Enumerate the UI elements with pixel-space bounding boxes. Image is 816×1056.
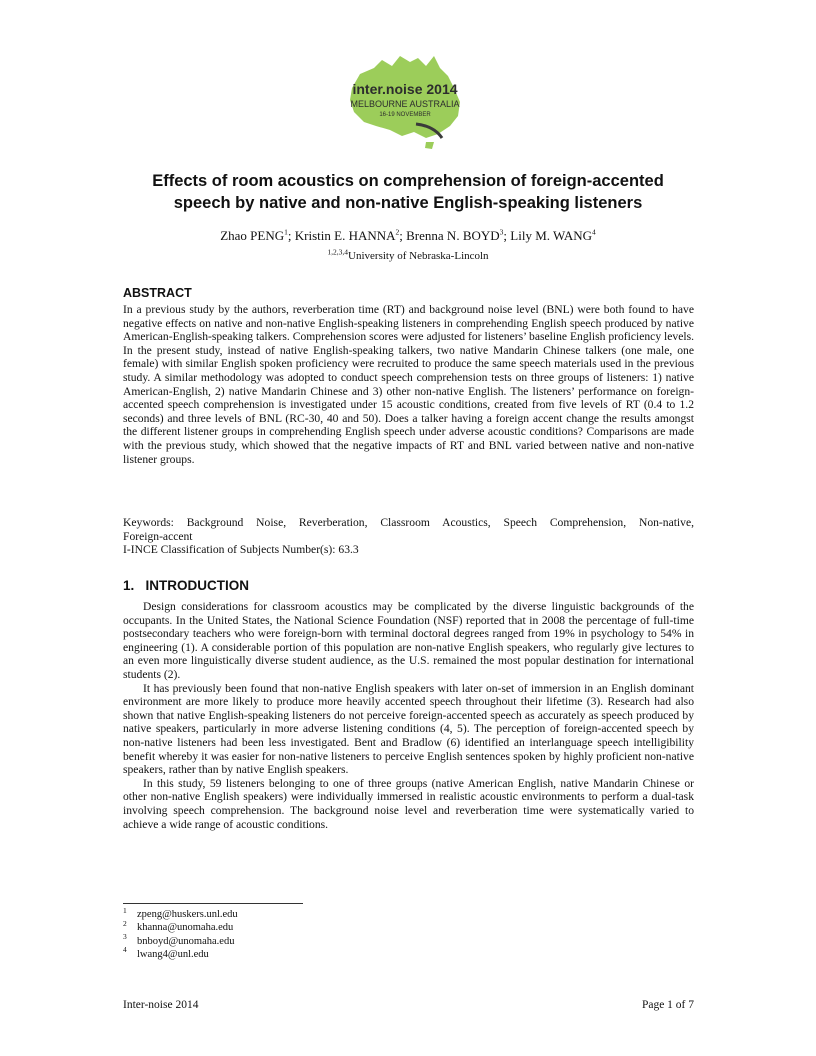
affiliation xyxy=(100,247,716,262)
intro-paragraph: In this study, 59 listeners belonging to one of three groups (native American English, native Mandarin Chinese or other non-native English speakers) were individually immersed in realistic acoustic environments to perform a dual-task involving speech comprehension. The background noise level and reverberation time were systematically varied to achieve a wide range of acoustic conditions. xyxy=(123,776,694,831)
title-line-1: Effects of room acoustics on comprehension of foreign-accented xyxy=(152,172,664,190)
keywords-line-2: Foreign-accent xyxy=(123,529,193,543)
footnote: 2 khanna@unomaha.edu xyxy=(123,918,234,934)
intro-paragraph: It has previously been found that non-native English speakers with later on-set of immersion in an English dominant environment are more likely to produce more heavily accented speech throughout their lifetime (3). Research had also shown that native English-speaking listeners do not perceive foreign-accented speech as accurately as speech produced by native speakers, particularly in more adverse listening conditions (4, 5). The perception of foreign-accented speech by non-native listeners had been less investigated. Bent and Bradlow (6) identified an interlanguage speech intelligibility benefit whereby it was easier for non-native listeners to perceive English sentences spoken by highly proficient non-native speakers, rather than by native English speakers. xyxy=(123,681,694,777)
footnote: 1 zpeng@huskers.unl.edu xyxy=(123,905,238,920)
author-name: Zhao PENG xyxy=(220,228,285,243)
author-sup: 3 xyxy=(499,227,504,237)
author-sup: 2 xyxy=(395,227,400,237)
logo-main-text: inter.noise 2014 xyxy=(352,81,458,97)
intro-paragraph: Design considerations for classroom acoustics may be complicated by the diverse linguistic backgrounds of the occupants. In the United States, the National Science Foundation (NSF) reported that in 2008 the percentage of full-time postsecondary teachers who were foreign-born with terminal doctoral degrees ranged from 19% in psychology to 54% in engineering (1). A considerable portion of this population are non-native English speakers, who regularly give lectures to an even more linguistically diverse student audience, as the U.S. remained the most popular destination for international students (2). xyxy=(123,600,694,681)
footnote-email[interactable]: lwang4@unl.edu xyxy=(137,948,209,960)
page-number: Page 1 of 7 xyxy=(641,999,694,1011)
footnote: 4 lwang4@unl.edu xyxy=(123,945,209,960)
author-name: Kristin E. HANNA xyxy=(294,228,396,243)
footnote-email[interactable]: khanna@unomaha.edu xyxy=(137,922,234,934)
introduction-heading: 1. INTRODUCTION xyxy=(123,578,250,593)
classification-line: I-INCE Classification of Subjects Number(s): 63.3 xyxy=(123,543,359,557)
affiliation-name: University of Nebraska-Lincoln xyxy=(348,250,489,262)
author-name: Lily M. WANG xyxy=(510,228,593,243)
abstract-heading: ABSTRACT xyxy=(123,286,192,300)
introduction-body xyxy=(123,600,694,831)
author-list: Zhao PENG$^1$; Kristin E. HANNA$^2$; Brenna N. BOYD$^3$; Lily M. WANG$^4$ xyxy=(220,227,596,243)
footnotes xyxy=(123,905,238,961)
affiliation-sup: 1,2,3,4 xyxy=(327,247,349,257)
title-line-2: speech by native and non-native English-speaking listeners xyxy=(173,194,643,212)
abstract-text: In a previous study by the authors, reverberation time (RT) and background noise level (BNL) were both found to have negative effects on native and non-native English-speaking listeners in comprehending English speech produced by native American-English-speaking talkers. Comprehension scores were adjusted for listeners’ baseline English proficiency levels. In the present study, instead of native English-speaking talkers, two native Mandarin Chinese talkers (one male, one female) with similar English spoken proficiency were recruited to produce the same speech materials used in the previous study. A similar methodology was adopted to conduct speech comprehension tests on three groups of listeners: 1) native American-English, 2) native Mandarin Chinese and 3) other non-native English. The listeners’ performance on foreign-accented speech comprehension is investigated under 15 acoustic conditions, created from five levels of RT (0.4 to 1.2 seconds) and three levels of BNL (RC-30, 40 and 50). Does a talker having a foreign accent change the results amongst the different listener groups in comprehending English speech under adverse acoustic conditions? Comparisons are made with the previous study, which showed that the negative impacts of RT and BNL varied between native and non-native listener groups. xyxy=(123,303,694,466)
footnote: 3 bnboyd@unomaha.edu xyxy=(123,932,235,947)
keywords-block xyxy=(123,516,694,557)
paper-title xyxy=(100,170,716,214)
keywords-line-1: Keywords: Background Noise, Reverberation, Classroom Acoustics, Speech Comprehension, Non-native, xyxy=(123,516,694,529)
author-name: Brenna N. BOYD xyxy=(406,228,500,243)
footer-conference: Inter-noise 2014 xyxy=(123,999,199,1011)
footnote-email[interactable]: zpeng@huskers.unl.edu xyxy=(137,909,238,920)
author-sup: 1 xyxy=(284,227,288,237)
logo-date-text: 16-19 NOVEMBER xyxy=(379,112,431,118)
author-sup: 4 xyxy=(592,227,596,237)
australia-map-logo-icon xyxy=(330,52,480,150)
footnote-email[interactable]: bnboyd@unomaha.edu xyxy=(137,935,235,947)
logo-location-text: MELBOURNE AUSTRALIA xyxy=(350,99,460,109)
footnote-divider xyxy=(123,903,303,904)
conference-logo xyxy=(330,52,480,150)
